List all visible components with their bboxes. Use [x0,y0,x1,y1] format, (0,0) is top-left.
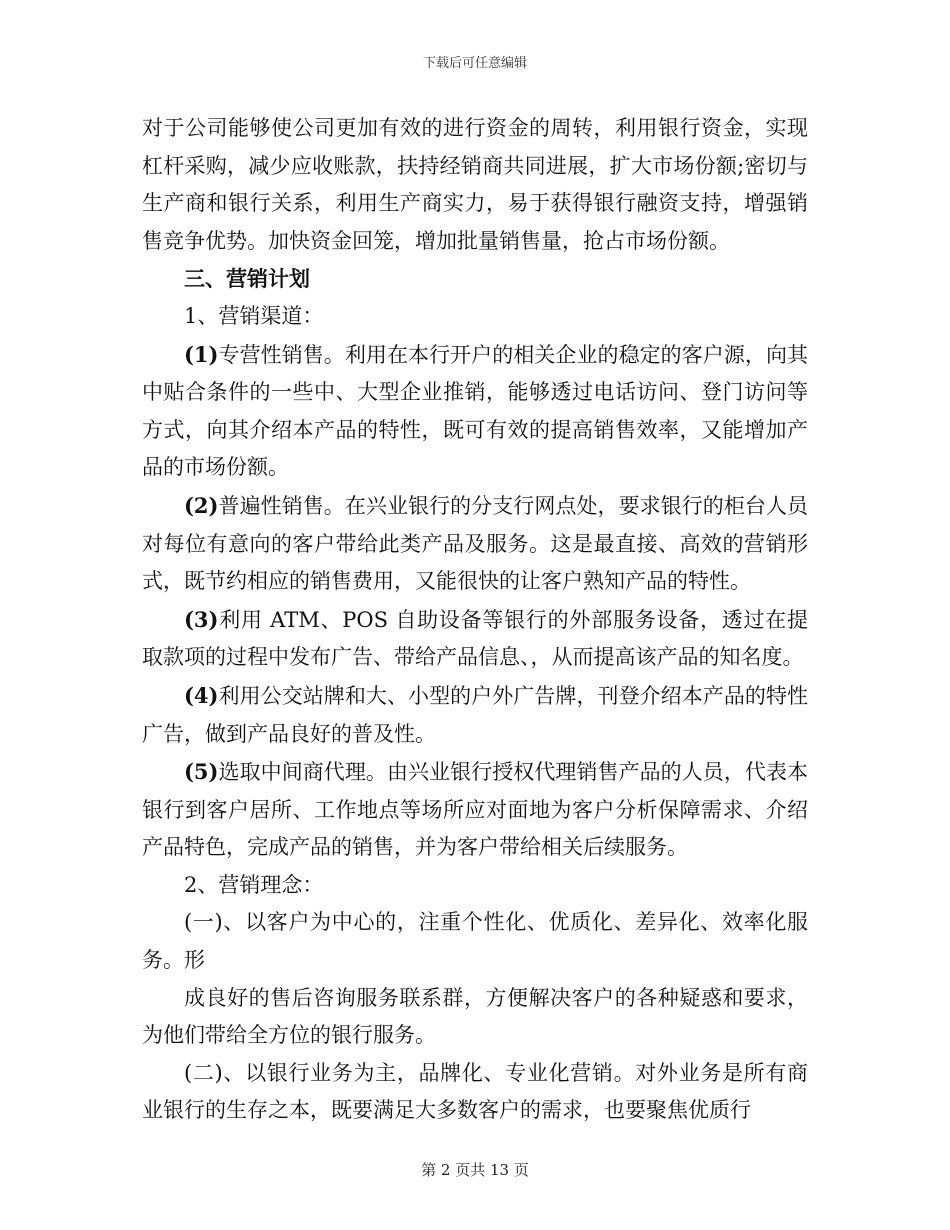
item-number: (2) [184,492,219,518]
item-text: 利用公交站牌和大、小型的户外广告牌，刊登介绍本产品的特性广告，做到产品良好的普及性。 [142,683,808,746]
paragraph-service-group: 成良好的售后咨询服务联系群，方便解决客户的各种疑惑和要求，为他们带给全方位的银行服务。 [142,985,808,1048]
page-header: 下载后可任意编辑 [422,56,527,71]
list-item [142,336,808,487]
list-item [142,487,808,601]
subheading-channels: 1、营销渠道： [184,303,324,328]
section-heading-marketing-plan: 三、营销计划 [184,266,310,292]
list-item [142,601,808,677]
item-text: 利用 ATM、POS 自助设备等银行的外部服务设备，透过在提取款项的过程中发布广告、带给产品信息、，从而提高该产品的知名度。 [142,607,808,670]
item-number: (1) [184,341,219,367]
item-number: (4) [184,682,219,708]
list-item [142,677,808,753]
paragraph-customer-centric: (一)、以客户为中心的，注重个性化、优质化、差异化、效率化服务。形 [142,910,808,973]
item-number: (3) [184,606,219,632]
page-footer: 第 2 页共 13 页 [421,1161,529,1179]
item-text: 选取中间商代理。由兴业银行授权代理销售产品的人员，代表本银行到客户居所、工作地点等场所应对面地为客户分析保障需求、介绍产品特色，完成产品的销售，并为客户带给相关后续服务。 [142,760,808,860]
item-number: (5) [184,759,219,785]
item-text: 专营性销售。利用在本行开户的相关企业的稳定的客户源，向其中贴合条件的一些中、大型企业推销，能够透过电话访问、登门访问等方式，向其介绍本产品的特性，既可有效的提高销售效率，又能增加产品的市场份额。 [142,342,808,480]
document-body [142,110,808,1130]
paragraph-bank-business: (二)、以银行业务为主，品牌化、专业化营销。对外业务是所有商业银行的生存之本，既要满足大多数客户的需求，也要聚焦优质行 [142,1060,808,1123]
subheading-philosophy: 2、营销理念： [184,872,324,897]
item-text: 普遍性销售。在兴业银行的分支行网点处，要求银行的柜台人员对每位有意向的客户带给此类产品及服务。这是最直接、高效的营销形式，既节约相应的销售费用，又能很快的让客户熟知产品的特性。 [142,493,808,594]
list-item [142,753,808,867]
paragraph-intro: 对于公司能够使公司更加有效的进行资金的周转，利用银行资金，实现杠杆采购，减少应收账款，扶持经销商共同进展，扩大市场份额;密切与生产商和银行关系，利用生产商实力，易于获得银行融资支持，增强销售竞争优势。加快资金回笼，增加批量销售量，抢占市场份额。 [142,116,808,253]
